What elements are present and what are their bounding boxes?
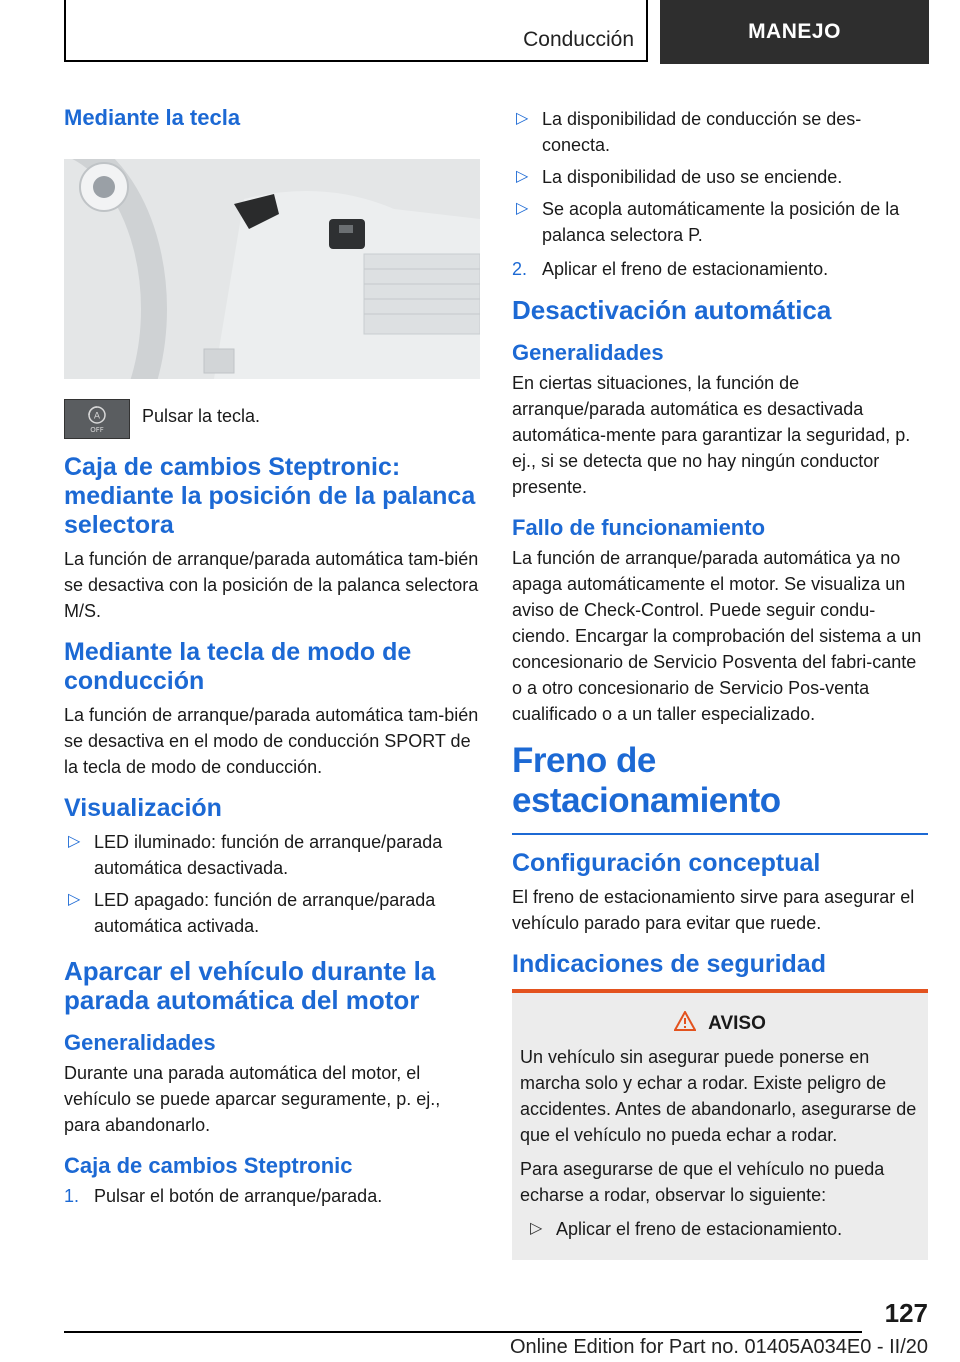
paragraph-steptronic-position: La función de arranque/parada automática tam-bién se desactiva con la posición de la palanca selectora M/S. (64, 549, 479, 621)
heading-steptronic: Caja de cambios Steptronic (64, 1153, 353, 1178)
paragraph-fallo: La función de arranque/parada automática ya no apaga automáticamente el motor. Se visualiza un aviso de Check-Control. Puede seguir condu-ciendo. Encargar la comprobación del sistema a un concesionario de Servicio Posventa del fabri-cante o a otro concesionario de Servicio Pos-venta cualificado o a un taller especializado. (512, 548, 922, 724)
warning-list (526, 1216, 920, 1242)
heading-desactivacion: Desactivación automática (512, 295, 832, 325)
key-caption: Pulsar la tecla. (142, 406, 261, 426)
heading-configuracion: Configuración conceptual (512, 849, 821, 877)
list-item: 2. Aplicar el freno de estacionamiento. (512, 259, 829, 279)
list-item: ▷ LED apagado: función de arranque/parada automática activada. (64, 887, 480, 939)
triangle-bullet-icon: ▷ (68, 833, 81, 850)
heading-drive-mode-key: Mediante la tecla de modo de conducción (64, 638, 412, 695)
list-item: ▷ LED iluminado: función de arranque/parada automática desactivada. (64, 829, 480, 881)
page-header (64, 0, 929, 64)
triangle-bullet-icon: ▷ (68, 891, 81, 908)
list-item: ▷ Se acopla automáticamente la posición de la palanca selectora P. (512, 196, 928, 248)
heading-freno-estacionamiento: Freno de estacionamiento (512, 741, 928, 835)
page-number: 127 (884, 1298, 928, 1328)
substeps-list (512, 106, 928, 248)
heading-generalidades-left: Generalidades (64, 1030, 216, 1055)
list-item: 1. Pulsar el botón de arranque/parada. (64, 1186, 383, 1206)
warning-paragraph-2: Para asegurarse de que el vehículo no pueda echarse a rodar, observar lo siguiente: (520, 1159, 885, 1205)
footer-edition: Online Edition for Part no. 01405A034E0 - II/20 (509, 1336, 928, 1358)
heading-mediante-tecla: Mediante la tecla (64, 105, 241, 130)
triangle-bullet-icon: ▷ (530, 1220, 543, 1237)
footer-divider (64, 1331, 862, 1333)
triangle-bullet-icon: ▷ (516, 200, 529, 217)
warning-header (520, 1011, 920, 1036)
paragraph-configuracion: El freno de estacionamiento sirve para asegurar el vehículo parado para evitar que ruede. (512, 887, 915, 933)
heading-indicaciones: Indicaciones de seguridad (512, 950, 826, 978)
svg-text:OFF: OFF (90, 426, 104, 434)
list-item: ▷ Aplicar el freno de estacionamiento. (526, 1216, 920, 1242)
heading-aparcar: Aparcar el vehículo durante la parada automática del motor (64, 956, 436, 1015)
steps-list-right (512, 256, 928, 282)
header-frame (64, 0, 648, 62)
dashboard-drawing (64, 159, 480, 379)
triangle-bullet-icon: ▷ (516, 168, 529, 185)
svg-text:A: A (93, 411, 101, 422)
paragraph-generalidades-right: En ciertas situaciones, la función de arranque/parada automática es desactivada automática-mente para garantizar la seguridad, p. ej., si se detecta que no hay ningún conductor presente. (512, 373, 911, 497)
right-column (512, 100, 928, 1260)
warning-triangle-icon (674, 1011, 696, 1036)
steps-list-left (64, 1183, 480, 1209)
visualizacion-list (64, 829, 480, 939)
list-item: ▷ La disponibilidad de conducción se des-conecta. (512, 106, 928, 158)
list-item: ▷ La disponibilidad de uso se enciende. (512, 164, 928, 190)
paragraph-drive-mode-key: La función de arranque/parada automática tam-bién se desactiva en el modo de conducción SPORT de la tecla de modo de conducción. (64, 705, 479, 777)
warning-paragraph-1: Un vehículo sin asegurar puede ponerse en marcha solo y echar a rodar. Existe peligro de accidentes. Antes de abandonarlo, asegurarse de que el vehículo no pueda echar a rodar. (520, 1047, 917, 1145)
left-column (64, 100, 480, 1217)
section-title: Conducción (523, 28, 634, 51)
warning-title: AVISO (708, 1012, 766, 1034)
heading-fallo: Fallo de funcionamiento (512, 515, 766, 540)
warning-box (512, 989, 928, 1260)
paragraph-generalidades-left: Durante una parada automática del motor, el vehículo se puede aparcar seguramente, p. ej., para abandonarlo. (64, 1063, 441, 1135)
dashboard-illustration (64, 159, 480, 379)
heading-generalidades-right: Generalidades (512, 340, 664, 365)
auto-start-stop-off-icon (64, 399, 130, 439)
heading-steptronic-position: Caja de cambios Steptronic: mediante la posición de la palanca selectora (64, 453, 476, 539)
heading-visualizacion: Visualización (64, 794, 222, 822)
key-instruction (64, 399, 480, 439)
chapter-tab: MANEJO (660, 0, 929, 64)
triangle-bullet-icon: ▷ (516, 110, 529, 127)
